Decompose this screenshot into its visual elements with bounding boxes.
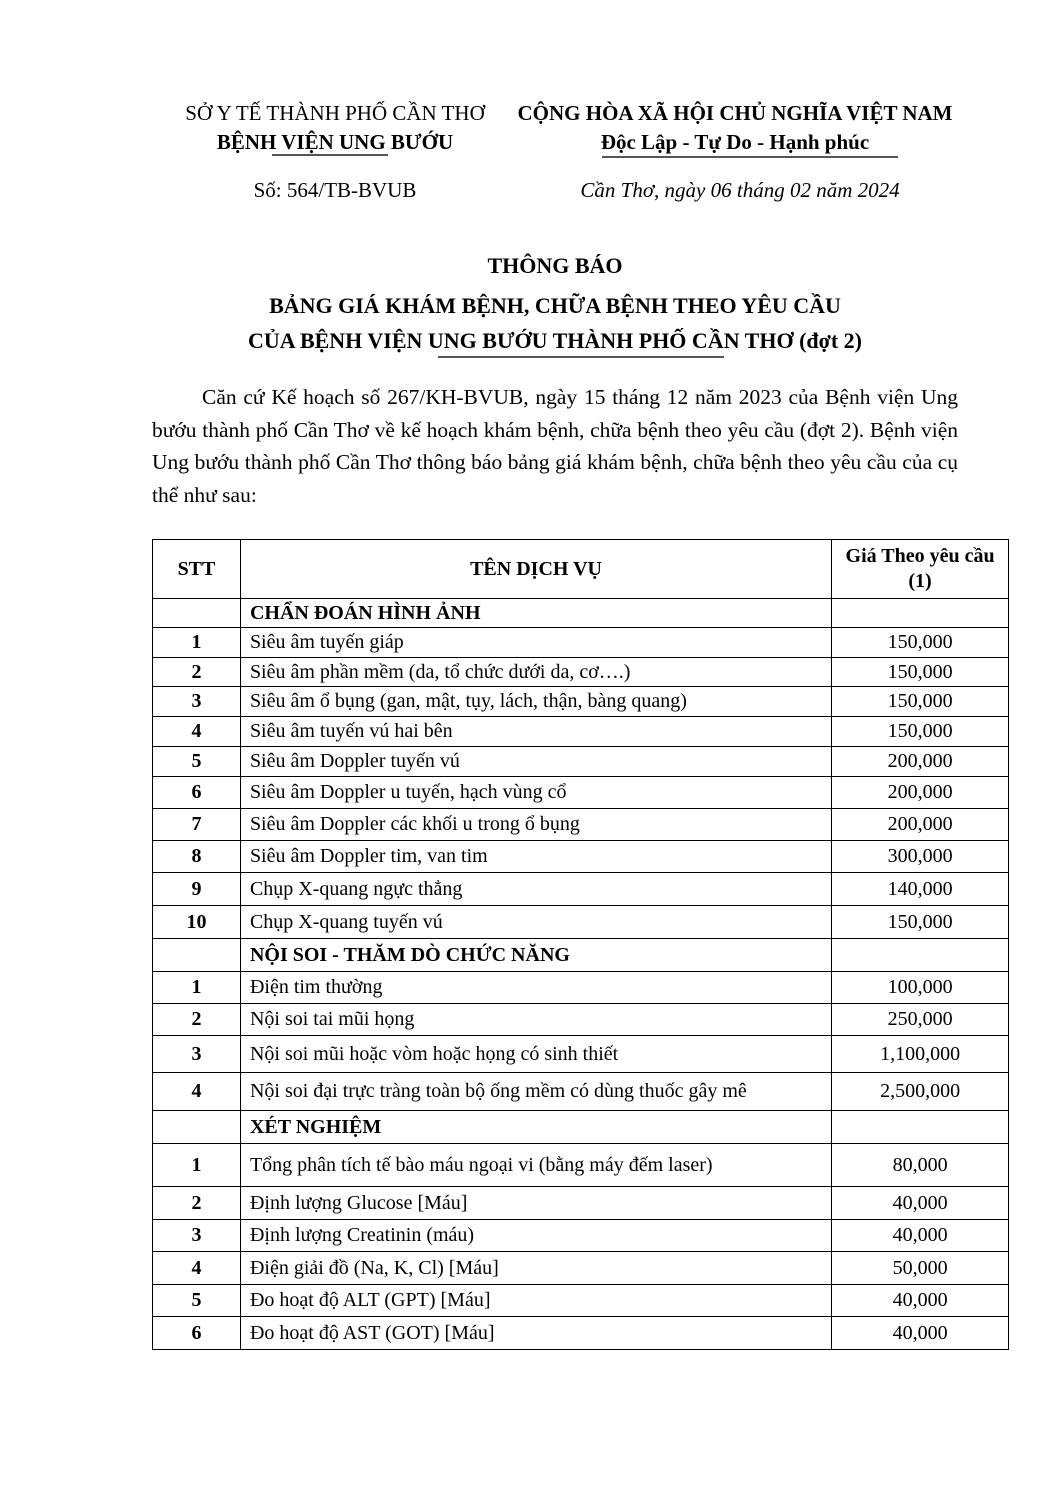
row-price: 150,000 — [832, 658, 1009, 687]
row-service-name: Nội soi đại trực tràng toàn bộ ống mềm có dùng thuốc gây mê — [240, 1073, 831, 1111]
row-stt: 10 — [153, 906, 241, 939]
section-price-cell — [832, 1111, 1009, 1144]
row-price: 40,000 — [832, 1285, 1009, 1317]
table-section-row — [153, 1111, 1009, 1144]
header-price: Giá Theo yêu cầu (1) — [832, 540, 1009, 599]
row-stt: 3 — [153, 1036, 241, 1073]
row-price: 100,000 — [832, 972, 1009, 1004]
row-price: 150,000 — [832, 717, 1009, 747]
row-stt: 1 — [153, 628, 241, 658]
row-service-name: Nội soi tai mũi họng — [240, 1004, 831, 1036]
row-service-name: Điện tim thường — [240, 972, 831, 1004]
row-service-name: Đo hoạt độ ALT (GPT) [Máu] — [240, 1285, 831, 1317]
row-price: 80,000 — [832, 1144, 1009, 1187]
table-row — [153, 1285, 1009, 1317]
row-service-name: Chụp X-quang ngực thẳng — [240, 873, 831, 906]
section-title: XÉT NGHIỆM — [240, 1111, 831, 1144]
section-stt-cell — [153, 939, 241, 972]
row-stt: 1 — [153, 972, 241, 1004]
table-row — [153, 906, 1009, 939]
table-section-row — [153, 939, 1009, 972]
table-row — [153, 717, 1009, 747]
row-service-name: Siêu âm Doppler các khối u trong ổ bụng — [240, 809, 831, 841]
table-row — [153, 1073, 1009, 1111]
row-service-name: Định lượng Glucose [Máu] — [240, 1187, 831, 1220]
table-header-row — [153, 540, 1009, 599]
document-subtitle-line2: CỦA BỆNH VIỆN UNG BƯỚU THÀNH PHỐ CẦN THƠ (đợt 2) — [248, 328, 862, 353]
row-price: 40,000 — [832, 1187, 1009, 1220]
row-price: 200,000 — [832, 747, 1009, 777]
row-price: 200,000 — [832, 777, 1009, 809]
row-price: 300,000 — [832, 841, 1009, 873]
row-price: 150,000 — [832, 628, 1009, 658]
intro-paragraph: Căn cứ Kế hoạch số 267/KH-BVUB, ngày 15 tháng 12 năm 2023 của Bệnh viện Ung bướu thành phố Cần Thơ về kế hoạch khám bệnh, chữa bệnh theo yêu cầu (đợt 2). Bệnh viện Ung bướu thành phố Cần Thơ thông báo bảng giá khám bệnh, chữa bệnh theo yêu cầu của cụ thể như sau: — [152, 385, 958, 507]
row-service-name: Đo hoạt độ AST (GOT) [Máu] — [240, 1317, 831, 1350]
row-stt: 9 — [153, 873, 241, 906]
row-stt: 1 — [153, 1144, 241, 1187]
row-stt: 4 — [153, 1252, 241, 1285]
table-row — [153, 1036, 1009, 1073]
row-price: 150,000 — [832, 906, 1009, 939]
table-row — [153, 747, 1009, 777]
row-price: 50,000 — [832, 1252, 1009, 1285]
table-row — [153, 1252, 1009, 1285]
table-section-row — [153, 599, 1009, 628]
issuing-department: SỞ Y TẾ THÀNH PHỐ CẦN THƠ — [185, 101, 485, 125]
table-row — [153, 1317, 1009, 1350]
row-price: 2,500,000 — [832, 1073, 1009, 1111]
table-row — [153, 687, 1009, 717]
table-row — [153, 809, 1009, 841]
row-service-name: Chụp X-quang tuyến vú — [240, 906, 831, 939]
row-stt: 6 — [153, 1317, 241, 1350]
national-title: CỘNG HÒA XÃ HỘI CHỦ NGHĨA VIỆT NAM — [517, 101, 953, 125]
row-service-name: Siêu âm Doppler u tuyến, hạch vùng cổ — [240, 777, 831, 809]
hospital-name-rule — [272, 154, 388, 156]
row-service-name: Định lượng Creatinin (máu) — [240, 1220, 831, 1252]
row-stt: 7 — [153, 809, 241, 841]
row-price: 40,000 — [832, 1317, 1009, 1350]
section-price-cell — [832, 599, 1009, 628]
national-motto-rule — [602, 156, 898, 158]
row-service-name: Siêu âm tuyến vú hai bên — [240, 717, 831, 747]
row-service-name: Siêu âm Doppler tim, van tim — [240, 841, 831, 873]
table-row — [153, 1004, 1009, 1036]
row-stt: 5 — [153, 1285, 241, 1317]
section-title: CHẨN ĐOÁN HÌNH ẢNH — [240, 599, 831, 628]
document-title: THÔNG BÁO — [487, 253, 623, 278]
row-price: 200,000 — [832, 809, 1009, 841]
row-price: 150,000 — [832, 687, 1009, 717]
table-row — [153, 1187, 1009, 1220]
row-service-name: Điện giải đồ (Na, K, Cl) [Máu] — [240, 1252, 831, 1285]
section-price-cell — [832, 939, 1009, 972]
table-row — [153, 1220, 1009, 1252]
table-row — [153, 873, 1009, 906]
table-row — [153, 628, 1009, 658]
section-stt-cell — [153, 1111, 241, 1144]
header-service-name: TÊN DỊCH VỤ — [240, 540, 831, 599]
row-price: 1,100,000 — [832, 1036, 1009, 1073]
subtitle-rule — [438, 356, 724, 358]
row-stt: 4 — [153, 1073, 241, 1111]
row-stt: 6 — [153, 777, 241, 809]
document-date: Cần Thơ, ngày 06 tháng 02 năm 2024 — [580, 178, 900, 202]
issuing-hospital: BỆNH VIỆN UNG BƯỚU — [216, 130, 454, 154]
table-body — [153, 599, 1009, 1350]
row-service-name: Siêu âm phần mềm (da, tổ chức dưới da, cơ….) — [240, 658, 831, 687]
national-motto: Độc Lập - Tự Do - Hạnh phúc — [600, 130, 870, 154]
row-stt: 4 — [153, 717, 241, 747]
row-price: 40,000 — [832, 1220, 1009, 1252]
row-stt: 2 — [153, 658, 241, 687]
section-stt-cell — [153, 599, 241, 628]
row-stt: 3 — [153, 1220, 241, 1252]
row-service-name: Tổng phân tích tế bào máu ngoại vi (bằng máy đếm laser) — [240, 1144, 831, 1187]
document-subtitle-line1: BẢNG GIÁ KHÁM BỆNH, CHỮA BỆNH THEO YÊU CẦU — [269, 293, 841, 318]
table-row — [153, 841, 1009, 873]
row-stt: 2 — [153, 1187, 241, 1220]
row-price: 140,000 — [832, 873, 1009, 906]
row-service-name: Siêu âm tuyến giáp — [240, 628, 831, 658]
row-service-name: Nội soi mũi hoặc vòm hoặc họng có sinh thiết — [240, 1036, 831, 1073]
table-row — [153, 972, 1009, 1004]
price-table — [152, 539, 1009, 1350]
document-number: Số: 564/TB-BVUB — [253, 178, 417, 202]
row-stt: 2 — [153, 1004, 241, 1036]
section-title: NỘI SOI - THĂM DÒ CHỨC NĂNG — [240, 939, 831, 972]
row-stt: 5 — [153, 747, 241, 777]
row-price: 250,000 — [832, 1004, 1009, 1036]
row-stt: 8 — [153, 841, 241, 873]
table-row — [153, 777, 1009, 809]
row-stt: 3 — [153, 687, 241, 717]
table-row — [153, 658, 1009, 687]
row-service-name: Siêu âm ổ bụng (gan, mật, tụy, lách, thận, bàng quang) — [240, 687, 831, 717]
header-stt: STT — [153, 540, 241, 599]
table-row — [153, 1144, 1009, 1187]
row-service-name: Siêu âm Doppler tuyến vú — [240, 747, 831, 777]
